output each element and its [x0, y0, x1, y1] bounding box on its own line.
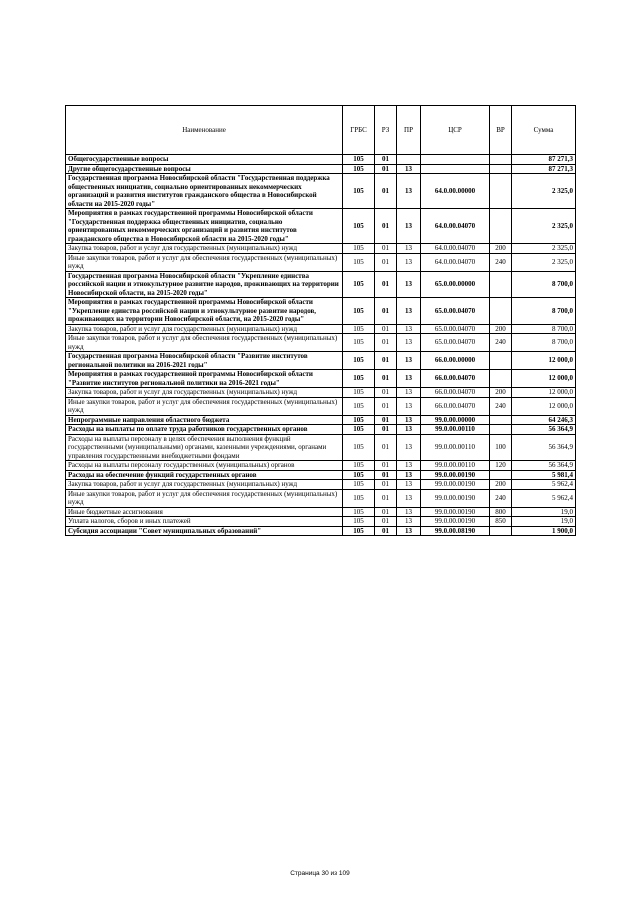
table-row	[66, 489, 576, 507]
cell-csr: 66.0.00.04070	[421, 397, 490, 415]
cell-rz: 01	[375, 489, 397, 507]
table-row	[66, 370, 576, 388]
cell-csr: 64.0.00.00000	[421, 174, 490, 209]
cell-grbs: 105	[343, 164, 375, 174]
cell-vr	[490, 298, 512, 325]
table-row	[66, 164, 576, 174]
cell-sum: 5 962,4	[512, 480, 576, 490]
table-row	[66, 425, 576, 435]
cell-name: Мероприятия в рамках государственной программы Новосибирской области "Государственная поддержка общественных инициатив, социально ориентированных некоммерческих организаций и развития институтов гражданского общества в Новосибирской области на 2015-2020 годы"	[66, 209, 343, 244]
cell-csr: 64.0.00.04070	[421, 253, 490, 271]
cell-name: Государственная программа Новосибирской области "Государственная поддержка общественных инициатив, социально ориентированных некоммерческих организаций и развития институтов гражданского общества в Новосибирской области на 2015-2020 годы"	[66, 174, 343, 209]
table-row	[66, 517, 576, 527]
cell-pr: 13	[397, 461, 421, 471]
cell-csr: 66.0.00.04070	[421, 370, 490, 388]
cell-vr	[490, 415, 512, 425]
cell-rz: 01	[375, 352, 397, 370]
cell-vr	[490, 164, 512, 174]
cell-pr: 13	[397, 415, 421, 425]
table-row	[66, 253, 576, 271]
cell-rz: 01	[375, 253, 397, 271]
cell-sum: 8 700,0	[512, 324, 576, 334]
cell-grbs: 105	[343, 489, 375, 507]
table-row	[66, 388, 576, 398]
page-number: Страница 30 из 109	[290, 870, 350, 877]
cell-grbs: 105	[343, 334, 375, 352]
cell-name: Закупка товаров, работ и услуг для государственных (муниципальных) нужд	[66, 480, 343, 490]
table-row	[66, 434, 576, 461]
cell-grbs: 105	[343, 397, 375, 415]
header-rz: РЗ	[375, 106, 397, 155]
cell-grbs: 105	[343, 253, 375, 271]
cell-pr: 13	[397, 425, 421, 435]
cell-rz: 01	[375, 470, 397, 480]
cell-vr: 240	[490, 253, 512, 271]
table-row	[66, 415, 576, 425]
cell-pr: 13	[397, 298, 421, 325]
cell-grbs: 105	[343, 370, 375, 388]
cell-sum: 56 364,9	[512, 434, 576, 461]
cell-sum: 19,0	[512, 507, 576, 517]
cell-pr: 13	[397, 271, 421, 298]
cell-csr: 65.0.00.04070	[421, 334, 490, 352]
cell-grbs: 105	[343, 480, 375, 490]
header-name: Наименование	[66, 106, 343, 155]
cell-csr: 99.0.00.00190	[421, 507, 490, 517]
cell-sum: 12 000,0	[512, 388, 576, 398]
cell-rz: 01	[375, 334, 397, 352]
cell-csr: 65.0.00.04070	[421, 324, 490, 334]
cell-vr: 200	[490, 480, 512, 490]
cell-sum: 8 700,0	[512, 298, 576, 325]
cell-rz: 01	[375, 164, 397, 174]
cell-pr: 13	[397, 526, 421, 536]
table-row	[66, 461, 576, 471]
cell-csr: 64.0.00.04070	[421, 244, 490, 254]
cell-pr: 13	[397, 352, 421, 370]
cell-grbs: 105	[343, 425, 375, 435]
cell-rz: 01	[375, 425, 397, 435]
cell-vr	[490, 174, 512, 209]
cell-vr	[490, 271, 512, 298]
cell-vr	[490, 209, 512, 244]
cell-sum: 87 271,3	[512, 155, 576, 165]
cell-pr: 13	[397, 164, 421, 174]
cell-pr: 13	[397, 174, 421, 209]
cell-vr	[490, 526, 512, 536]
cell-vr	[490, 155, 512, 165]
cell-name: Иные закупки товаров, работ и услуг для обеспечения государственных (муниципальных) нужд	[66, 253, 343, 271]
table-row	[66, 298, 576, 325]
cell-pr	[397, 155, 421, 165]
cell-rz: 01	[375, 517, 397, 527]
cell-vr: 850	[490, 517, 512, 527]
cell-rz: 01	[375, 480, 397, 490]
cell-csr	[421, 164, 490, 174]
cell-grbs: 105	[343, 209, 375, 244]
table-row	[66, 470, 576, 480]
cell-name: Субсидия ассоциации "Совет муниципальных образований"	[66, 526, 343, 536]
table-row	[66, 526, 576, 536]
table-row	[66, 352, 576, 370]
cell-vr	[490, 425, 512, 435]
table-row	[66, 244, 576, 254]
cell-pr: 13	[397, 244, 421, 254]
cell-vr	[490, 470, 512, 480]
cell-grbs: 105	[343, 415, 375, 425]
cell-vr: 120	[490, 461, 512, 471]
cell-csr: 64.0.00.04070	[421, 209, 490, 244]
cell-grbs: 105	[343, 470, 375, 480]
cell-grbs: 105	[343, 155, 375, 165]
table-row	[66, 334, 576, 352]
cell-csr: 99.0.00.00000	[421, 415, 490, 425]
cell-pr: 13	[397, 334, 421, 352]
cell-vr: 240	[490, 489, 512, 507]
header-csr: ЦСР	[421, 106, 490, 155]
cell-grbs: 105	[343, 526, 375, 536]
cell-name: Иные закупки товаров, работ и услуг для обеспечения государственных (муниципальных) нужд	[66, 334, 343, 352]
table-row	[66, 174, 576, 209]
cell-csr: 99.0.00.00110	[421, 434, 490, 461]
cell-pr: 13	[397, 489, 421, 507]
cell-pr: 13	[397, 397, 421, 415]
cell-sum: 87 271,3	[512, 164, 576, 174]
cell-grbs: 105	[343, 174, 375, 209]
cell-name: Уплата налогов, сборов и иных платежей	[66, 517, 343, 527]
cell-name: Иные закупки товаров, работ и услуг для обеспечения государственных (муниципальных) нужд	[66, 489, 343, 507]
cell-rz: 01	[375, 271, 397, 298]
table-header-row	[66, 106, 576, 155]
cell-csr	[421, 155, 490, 165]
cell-grbs: 105	[343, 324, 375, 334]
cell-name: Закупка товаров, работ и услуг для государственных (муниципальных) нужд	[66, 388, 343, 398]
cell-csr: 99.0.00.00190	[421, 489, 490, 507]
table-row	[66, 271, 576, 298]
cell-sum: 5 962,4	[512, 489, 576, 507]
cell-name: Расходы на выплаты персоналу в целях обеспечения выполнения функций государственными (муниципальными) органами, казенными учреждениями, органами управления государственными внебюджетными фондами	[66, 434, 343, 461]
cell-pr: 13	[397, 253, 421, 271]
cell-vr: 200	[490, 388, 512, 398]
cell-sum: 64 246,3	[512, 415, 576, 425]
cell-grbs: 105	[343, 244, 375, 254]
cell-pr: 13	[397, 517, 421, 527]
cell-vr	[490, 352, 512, 370]
table-row	[66, 155, 576, 165]
cell-grbs: 105	[343, 461, 375, 471]
cell-grbs: 105	[343, 388, 375, 398]
cell-vr: 800	[490, 507, 512, 517]
cell-sum: 2 325,0	[512, 209, 576, 244]
cell-rz: 01	[375, 507, 397, 517]
cell-sum: 56 364,9	[512, 425, 576, 435]
cell-rz: 01	[375, 244, 397, 254]
cell-rz: 01	[375, 298, 397, 325]
cell-grbs: 105	[343, 517, 375, 527]
cell-name: Расходы на обеспечение функций государственных органов	[66, 470, 343, 480]
cell-name: Другие общегосударственные вопросы	[66, 164, 343, 174]
cell-csr: 99.0.00.00110	[421, 461, 490, 471]
cell-grbs: 105	[343, 434, 375, 461]
table-body	[66, 155, 576, 536]
cell-name: Закупка товаров, работ и услуг для государственных (муниципальных) нужд	[66, 324, 343, 334]
cell-name: Иные бюджетные ассигнования	[66, 507, 343, 517]
table-row	[66, 209, 576, 244]
cell-grbs: 105	[343, 298, 375, 325]
cell-name: Государственная программа Новосибирской области "Развитие институтов региональной политики на 2016-2021 годы"	[66, 352, 343, 370]
cell-sum: 2 325,0	[512, 174, 576, 209]
cell-csr: 65.0.00.04070	[421, 298, 490, 325]
cell-vr: 240	[490, 334, 512, 352]
cell-csr: 66.0.00.00000	[421, 352, 490, 370]
cell-rz: 01	[375, 209, 397, 244]
table-row	[66, 397, 576, 415]
cell-rz: 01	[375, 370, 397, 388]
cell-name: Расходы на выплаты персоналу государственных (муниципальных) органов	[66, 461, 343, 471]
cell-csr: 99.0.00.00190	[421, 517, 490, 527]
cell-grbs: 105	[343, 507, 375, 517]
cell-rz: 01	[375, 155, 397, 165]
cell-sum: 2 325,0	[512, 244, 576, 254]
cell-name: Расходы на выплаты по оплате труда работников государственных органов	[66, 425, 343, 435]
cell-grbs: 105	[343, 271, 375, 298]
cell-rz: 01	[375, 388, 397, 398]
cell-pr: 13	[397, 388, 421, 398]
cell-sum: 8 700,0	[512, 334, 576, 352]
cell-rz: 01	[375, 174, 397, 209]
cell-vr: 100	[490, 434, 512, 461]
cell-rz: 01	[375, 415, 397, 425]
cell-pr: 13	[397, 470, 421, 480]
cell-grbs: 105	[343, 352, 375, 370]
cell-pr: 13	[397, 209, 421, 244]
table-row	[66, 480, 576, 490]
cell-name: Иные закупки товаров, работ и услуг для обеспечения государственных (муниципальных) нужд	[66, 397, 343, 415]
cell-name: Мероприятия в рамках государственной программы Новосибирской области "Развитие институтов региональной политики на 2016-2021 годы"	[66, 370, 343, 388]
cell-rz: 01	[375, 324, 397, 334]
cell-rz: 01	[375, 434, 397, 461]
cell-rz: 01	[375, 461, 397, 471]
budget-table	[65, 105, 576, 536]
cell-csr: 65.0.00.00000	[421, 271, 490, 298]
header-vr: ВР	[490, 106, 512, 155]
cell-csr: 66.0.00.04070	[421, 388, 490, 398]
cell-sum: 19,0	[512, 517, 576, 527]
header-sum: Сумма	[512, 106, 576, 155]
cell-rz: 01	[375, 526, 397, 536]
cell-sum: 12 000,0	[512, 352, 576, 370]
cell-sum: 56 364,9	[512, 461, 576, 471]
cell-csr: 99.0.00.00190	[421, 480, 490, 490]
cell-rz: 01	[375, 397, 397, 415]
cell-pr: 13	[397, 480, 421, 490]
cell-vr: 200	[490, 324, 512, 334]
header-pr: ПР	[397, 106, 421, 155]
cell-sum: 1 900,0	[512, 526, 576, 536]
cell-csr: 99.0.00.00190	[421, 470, 490, 480]
cell-name: Закупка товаров, работ и услуг для государственных (муниципальных) нужд	[66, 244, 343, 254]
cell-sum: 12 000,0	[512, 370, 576, 388]
table-row	[66, 507, 576, 517]
cell-vr: 200	[490, 244, 512, 254]
cell-name: Общегосударственные вопросы	[66, 155, 343, 165]
cell-pr: 13	[397, 507, 421, 517]
cell-csr: 99.0.00.08190	[421, 526, 490, 536]
cell-name: Мероприятия в рамках государственной программы Новосибирской области "Укрепление единства российской нации и этнокультурное развитие народов, проживающих на территории Новосибирской области, на 2015-2020 годы"	[66, 298, 343, 325]
table-row	[66, 324, 576, 334]
cell-name: Непрограммные направления областного бюджета	[66, 415, 343, 425]
cell-csr: 99.0.00.00110	[421, 425, 490, 435]
cell-pr: 13	[397, 370, 421, 388]
header-grbs: ГРБС	[343, 106, 375, 155]
cell-sum: 8 700,0	[512, 271, 576, 298]
cell-pr: 13	[397, 324, 421, 334]
cell-name: Государственная программа Новосибирской области "Укрепление единства российской нации и этнокультурное развитие народов, проживающих на территории Новосибирской области, на 2015-2020 годы"	[66, 271, 343, 298]
cell-sum: 5 981,4	[512, 470, 576, 480]
cell-vr: 240	[490, 397, 512, 415]
cell-pr: 13	[397, 434, 421, 461]
cell-sum: 12 000,0	[512, 397, 576, 415]
cell-vr	[490, 370, 512, 388]
cell-sum: 2 325,0	[512, 253, 576, 271]
